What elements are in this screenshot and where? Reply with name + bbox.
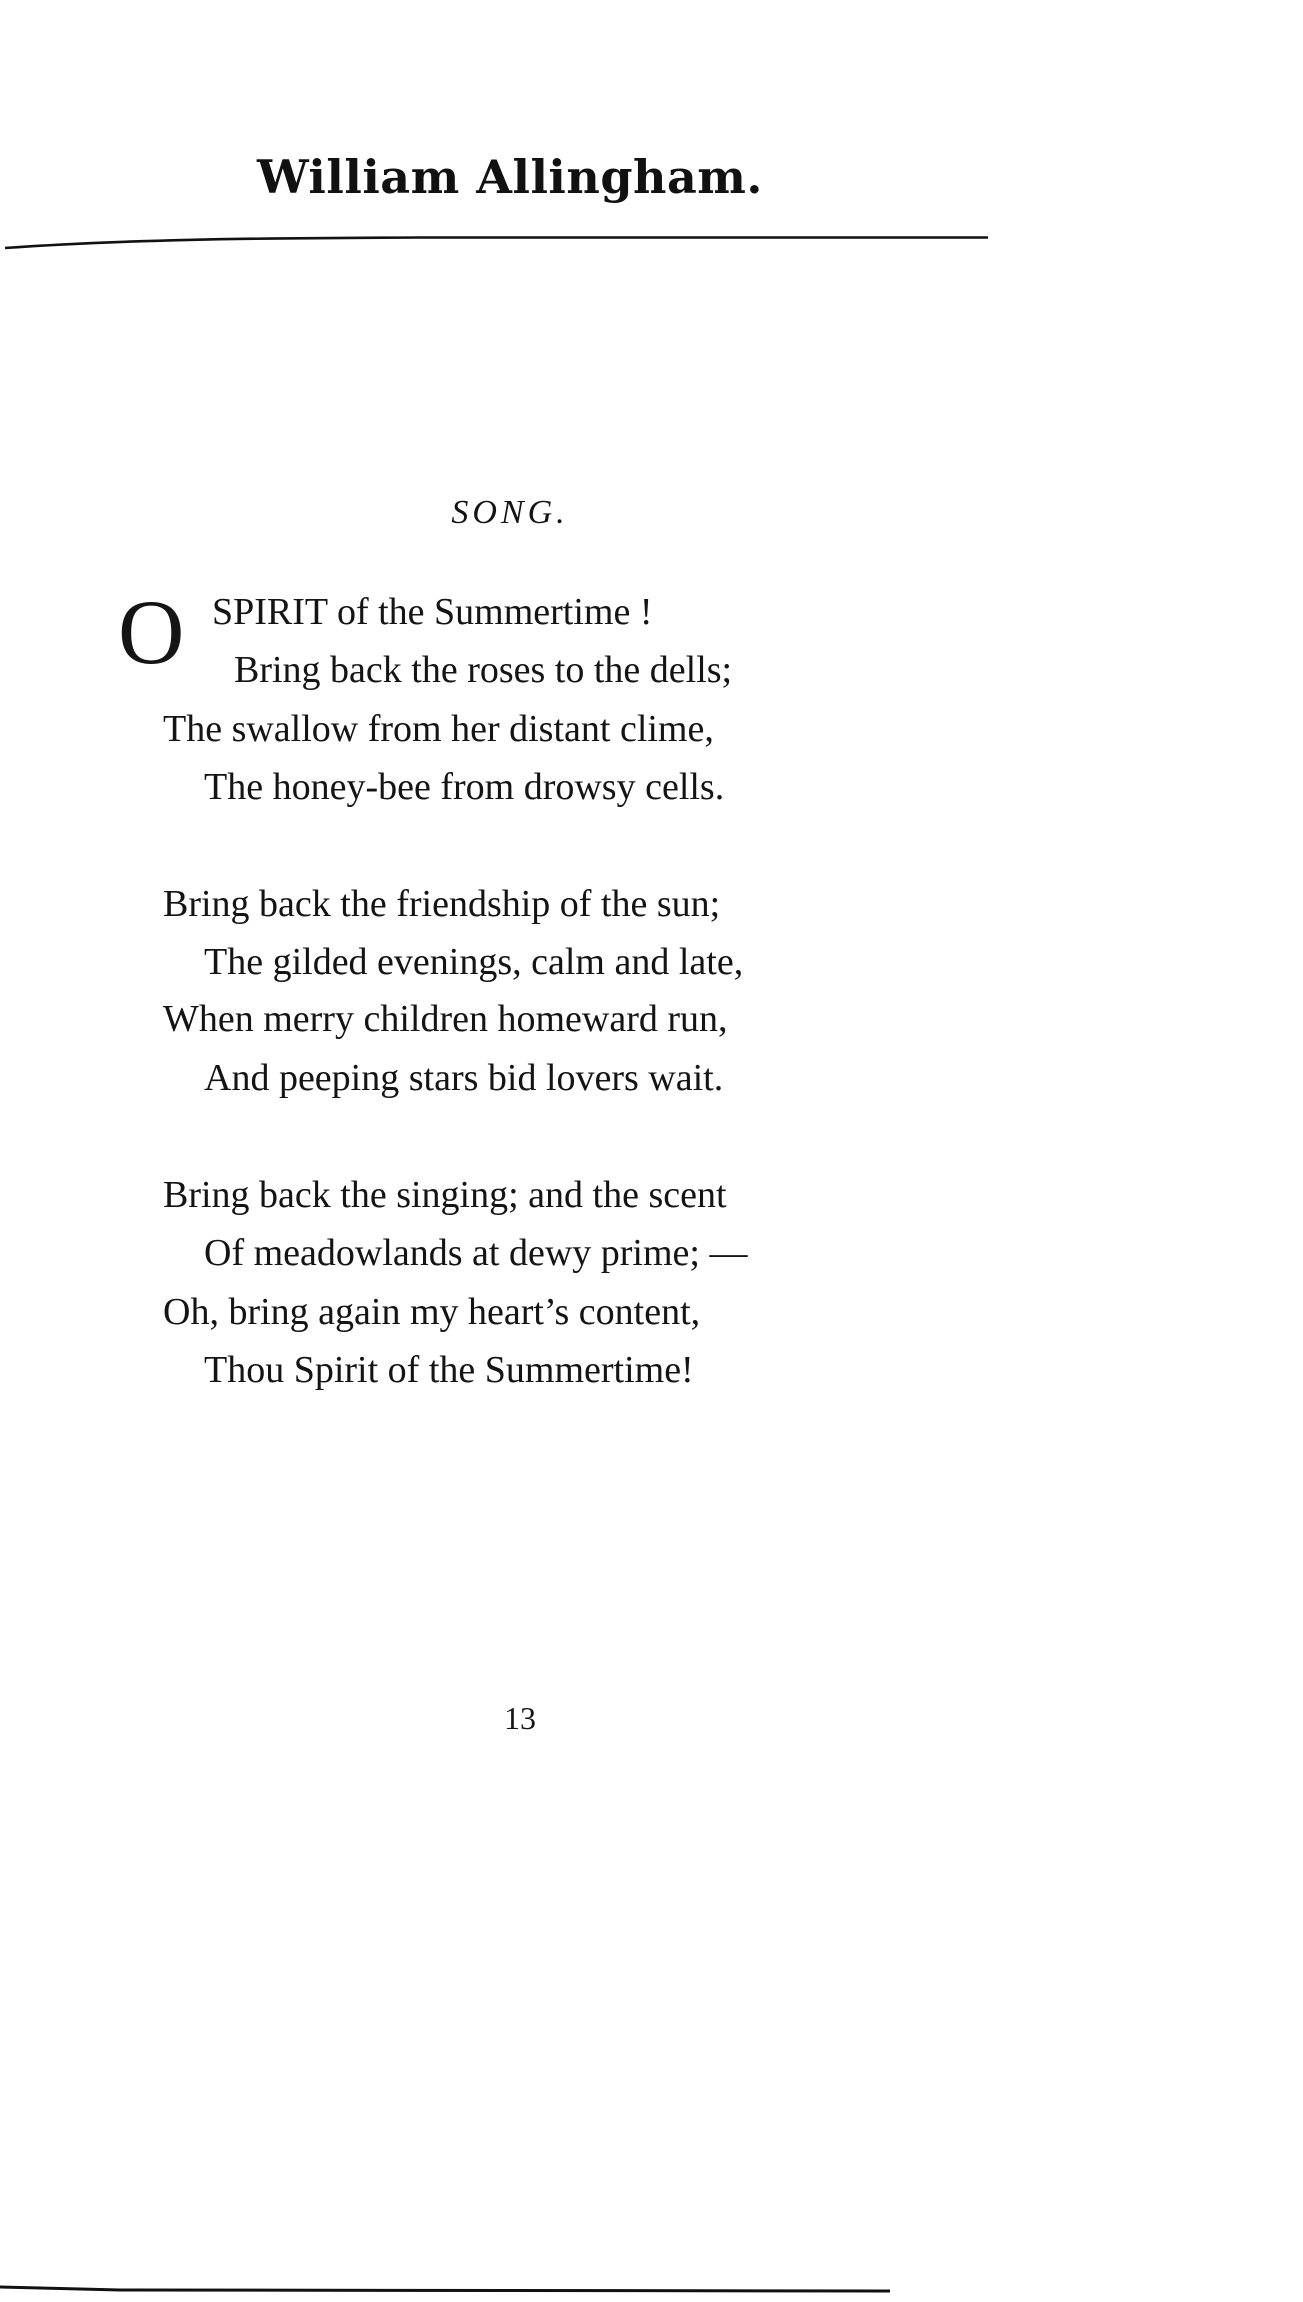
- poem-line-8: And peeping stars bid lovers wait.: [204, 1057, 724, 1099]
- header-rule: [0, 236, 1000, 250]
- poem-line-5: Bring back the friendship of the sun;: [163, 883, 721, 925]
- poem-line-7: When merry children homeward run,: [163, 998, 728, 1040]
- bottom-edge-rule: [0, 2284, 900, 2294]
- page-number: 13: [504, 1700, 536, 1736]
- poem-line-10: Of meadowlands at dewy prime; —: [204, 1232, 748, 1274]
- running-head: William Allingham.: [257, 150, 763, 204]
- poem-title: SONG.: [451, 494, 569, 531]
- poem-line-6: The gilded evenings, calm and late,: [204, 941, 744, 983]
- poem-line-2: Bring back the roses to the dells;: [234, 649, 733, 691]
- poem-line-4: The honey-bee from drowsy cells.: [204, 766, 725, 808]
- poem-line-12: Thou Spirit of the Summertime!: [204, 1349, 694, 1391]
- poem-line-9: Bring back the singing; and the scent: [163, 1174, 727, 1216]
- poem-line-1: SPIRIT of the Summertime !: [212, 591, 653, 633]
- poem-line-11: Oh, bring again my heart’s content,: [163, 1291, 701, 1333]
- poem-line-3: The swallow from her distant clime,: [163, 708, 714, 750]
- drop-cap: O: [118, 581, 185, 683]
